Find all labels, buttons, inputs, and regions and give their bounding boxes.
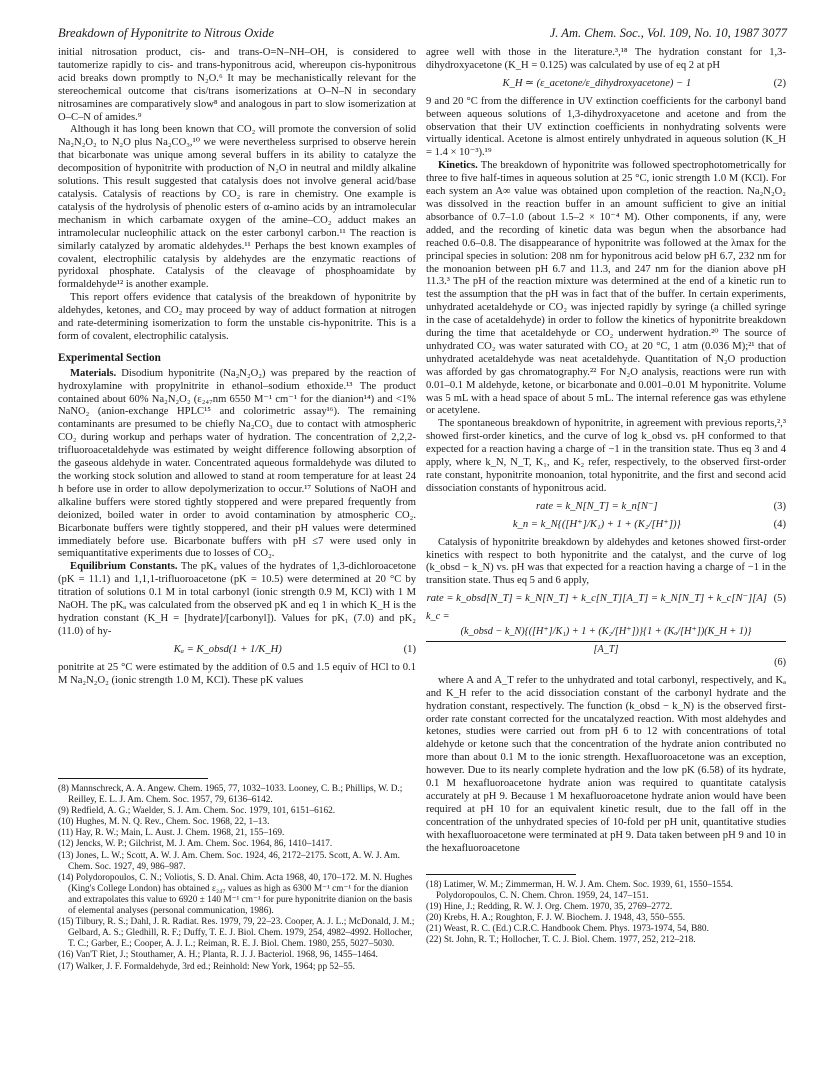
footnote: (15) Tilbury, R. S.; Dahl, J. R. Radiat. Res. 1979, 79, 22–23. Cooper, A. J. L.; McDonald, J. M.; Gelbard, A. S.; Gledhill, R. F.; Duffy, T. E. J. Biol. Chem. 1979, 254, 4982–4992. Hollocher, T. C.; Garber, E.; Cooper, A. J. L.; Reiman, R. E. J. Biol. Chem. 1980, 255, 5027–5030. xyxy=(58,917,415,950)
footnote: (16) Van'T Riet, J.; Stouthamer, A. H.; Planta, R. J. J. Bacteriol. 1968, 96, 1455–1464. xyxy=(58,950,378,961)
equation-5 xyxy=(426,593,786,606)
footnote-rule xyxy=(58,778,208,779)
running-title: Breakdown of Hyponitrite to Nitrous Oxide xyxy=(58,26,275,40)
footnote: (21) Weast, R. C. (Ed.) C.R.C. Handbook Chem. Phys. 1973-1974, 54, B80. xyxy=(426,924,709,935)
equation-number: (6) xyxy=(774,656,786,668)
section-heading: Experimental Section xyxy=(58,351,161,364)
paragraph: 9 and 20 °C from the difference in UV extinction coefficients for the carbonyl band between aqueous solutions of 1,3-dihydroxyacetone and acetone and from the observation that their UV extinction coefficients in nonhydrating solvents were virtually identical. Acetone is almost entirely unhydrated in aqueous solution (K_H = 1.4 × 10⁻³).¹⁹ xyxy=(426,95,786,159)
equation-1 xyxy=(58,644,416,657)
equation-number: (1) xyxy=(403,643,416,655)
equation-number: (2) xyxy=(773,77,786,89)
paragraph: Catalysis of hyponitrite breakdown by aldehydes and ketones showed first-order kinetics with respect to both hyponitrite and the catalyst, and the curve of log (k_obsd − k_N) vs. pH was that expected for a reaction having a charge of −1 in the transition state. Thus eq 5 and 6 apply, xyxy=(426,536,786,587)
footnote: (17) Walker, J. F. Formaldehyde, 3rd ed.; Reinhold: New York, 1964; pp 52–55. xyxy=(58,961,355,972)
equation-denominator: [A_T] xyxy=(593,643,619,655)
footnotes-right xyxy=(426,880,786,947)
paragraph: ponitrite at 25 °C were estimated by the addition of 0.5 and 1.5 equiv of HCl to 0.1 M Na₂N₂O₂ (ionic strength 1.0 M, KCl). These pK values xyxy=(58,661,416,686)
paragraph-text: The breakdown of hyponitrite was followed spectrophotometrically for three to five half-times in aqueous solution at 25 °C, ionic strength 1.0 M (KCl). For each system an A∞ value was obtained upon completion of the reaction. Na₂N₂O₂ was dissolved in the reaction buffer in an amount sufficient to give an initial absorbance of 0.7–1.0 (about 1.5–2 × 10⁻⁴ M). Other components, if any, were added, and the recording of kinetic data was begun when the absorbance had reached 0.6–0.8. The disappearance of hyponitrite was followed at the λmax for the principal species in solution: 208 nm for hyponitrous acid below pH 6.7, 232 nm for the monoanion between pH 6.7 and 11.3, and 247 nm for the dianion above pH 11.3.³ The pH of the reaction mixture was determined at the end of a kinetic run to test the assumption that the pH was in fact that of the buffer. In certain experiments, unhydrated acetaldehyde or CO₂ was injected rapidly by syringe (a chilled syringe in the case of acetaldehyde) in order to follow the kinetics of hyponitrite breakdown during the time that acetaldehyde or CO₂ underwent hydration.²⁰ The source of unhydrated CO₂ was water saturated with CO₂ at 20 °C, 1 atm (0.036 M);²¹ that of unhydrated acetaldehyde was neat acetaldehyde. Quantitation of N₂O production was afforded by gas chromatography.²² For N₂O analysis, reactions were run with 0.01–0.1 M aldehyde, ketone, or bicarbonate and 0.001–0.01 M hyponitrite. Volume was 5 mL with a head space of about 5 mL. The internal reference gas was ethylene or acetylene. xyxy=(426,160,786,417)
footnote: (22) St. John, R. T.; Hollocher, T. C. J. Biol. Chem. 1977, 252, 212–218. xyxy=(426,935,696,946)
equation-2 xyxy=(426,78,786,91)
equation-body: k_n = k_N{([H⁺]/K₁) + 1 + (K₂/[H⁺])} xyxy=(512,518,681,530)
run-in-heading: Equilibrium Constants. xyxy=(70,561,178,573)
equation-body: rate = k_obsd[N_T] = k_N[N_T] + k_c[N_T][A_T] = k_N[N_T] + k_c[N⁻][A] xyxy=(426,593,767,605)
equation-body: rate = k_N[N_T] = k_n[N⁻] xyxy=(535,500,658,512)
footnote: (13) Jones, L. W.; Scott, A. W. J. Am. Chem. Soc. 1924, 46, 2172–2175. Scott, A. W. J. Am. Chem. Soc. 1927, 49, 986–987. xyxy=(58,850,400,872)
journal-citation: J. Am. Chem. Soc., Vol. 109, No. 10, 1987 3077 xyxy=(549,26,787,40)
paragraph-text: Disodium hyponitrite (Na₂N₂O₂) was prepared by the reaction of hydroxylamine with propylnitrite in ethanol–sodium ethoxide.¹³ The product contained about 60% Na₂N₂O₂ (ε₂₄₇nm 6550 M⁻¹ cm⁻¹ for the dianion¹⁴) and <1% NaNO₂ (anion-exchange HPLC¹⁵ and colorimetric assay¹⁶). The remaining contaminants are presumed to be chiefly Na₂CO₃ due to contact with atmospheric CO₂ during workup and perhaps water of hydration. The concentration of 2,2,2-trifluoroacetaldehyde was estimated by weight difference following absorption of the gaseous aldehyde in water. Concentrated aqueous formaldehyde was diluted to the working stock solution and allowed to stand at room temperature for at least 24 h before use in order to allow depolymerization to occur.¹⁷ Solutions of NaOH and alkaline buffers were stored tightly stoppered and were prepared frequently from deionized, boiled water in order to avoid contamination by atmospheric CO₂. Bicarbonate buffers were tightly stoppered, and their pH values were determined immediately before use. Bicarbonate buffers with pH ≤7 were used only in semiquantitative experiments due to losses of CO₂. xyxy=(58,367,416,560)
equation-number: (5) xyxy=(773,593,786,605)
footnote: (18) Latimer, W. M.; Zimmerman, H. W. J. Am. Chem. Soc. 1939, 61, 1550–1554. Polydoropoulos, C. N. Chem. Chron. 1959, 24, 147–151. xyxy=(426,880,733,902)
equation-lhs: k_c = xyxy=(426,611,450,623)
left-column xyxy=(58,47,416,688)
run-in-heading: Materials. xyxy=(70,367,117,379)
footnote: (19) Hine, J.; Redding, R. W. J. Org. Chem. 1970, 35, 2769–2772. xyxy=(426,902,673,913)
paragraph-kinetics xyxy=(426,160,786,418)
paragraph-equilibrium xyxy=(58,561,416,638)
footnote-rule xyxy=(426,874,576,875)
paragraph: where A and A_T refer to the unhydrated and total carbonyl, respectively, and Kₐ and K_H refer to the acid dissociation constant of the carbonyl hydrate and the hydration constant, respectively. The function (k_obsd − k_N) is the observed first-order rate constant corrected for the uncatalyzed reaction. With most aldehydes and ketones, studies were carried out from pH 6 to 12 with concentrations of total aldehyde or ketone such that the concentration of the hydrate anion contributed no more than about 0.1 M to the ionic strength. Hexafluoroacetone was an exception, however. Due to its nearly complete hydration and the low pK (6.58) of its hydrate, 0.1 M hexafluoroacetone hydrate anion was required to quantitate catalysis accurately at pH 9. Because 1 M hexafluoroacetone hydrate anion would have been required at pH 10 for an equivalent kinetic result, due to the fall off in the concentration of the unhydrated species of 10-fold per pH unit, quantitative studies with hexafluoroacetone were terminated at pH 9. Data taken between pH 9 and 10 in the hexafluoroacetone xyxy=(426,674,786,854)
right-column xyxy=(426,47,786,855)
paragraph: initial nitrosation product, cis- and trans-O=N–NH–OH, is considered to tautomerize rapidly to cis- and trans-hyponitrous acid, whereupon cis-hyponitrous acid breaks down promptly to N₂O.⁶ It may be mechanistically relevant for the stereochemical outcome that cis/trans isomerizations at O–N–N in secondary nitrosamines are comparatively slow⁸ and analogous in part to slow isomerization at O–C–N of amides.⁹ xyxy=(58,47,416,123)
equation-number: (4) xyxy=(773,518,786,530)
footnote: (20) Krebs, H. A.; Roughton, F. J. W. Biochem. J. 1948, 43, 550–555. xyxy=(426,913,686,924)
equation-number: (3) xyxy=(773,500,786,512)
footnote: (8) Mannschreck, A. A. Angew. Chem. 1965, 77, 1032–1033. Looney, C. B.; Phillips, W. D.; Reilley, E. L. J. Am. Chem. Soc. 1957, 79, 6136–6142. xyxy=(58,784,403,806)
run-in-heading: Kinetics. xyxy=(438,160,478,172)
footnote: (9) Redfield, A. G.; Waelder, S. J. Am. Chem. Soc. 1979, 101, 6151–6162. xyxy=(58,806,336,817)
equation-numerator: (k_obsd − k_N){([H⁺]/K₁) + 1 + (K₂/[H⁺])}{1 + (Kₐ/[H⁺])(K_H + 1)} xyxy=(426,626,786,642)
equation-6 xyxy=(426,611,786,670)
footnote: (12) Jencks, W. P.; Gilchrist, M. J. Am. Chem. Soc. 1964, 86, 1410–1417. xyxy=(58,839,333,850)
paragraph: agree well with those in the literature.³,¹⁸ The hydration constant for 1,3-dihydroxyacetone (K_H = 0.125) was calculated by use of eq 2 at pH xyxy=(426,47,786,71)
footnote: (10) Hughes, M. N. Q. Rev., Chem. Soc. 1968, 22, 1–13. xyxy=(58,817,270,828)
paragraph: This report offers evidence that catalysis of the breakdown of hyponitrite by aldehydes, ketones, and CO₂ may proceed by way of adduct formation at nitrogen and rate-determining isomerization to form the unstable cis-hyponitrite. This is a form of covalent, electrophilic catalysis. xyxy=(58,292,416,342)
footnotes-left xyxy=(58,784,416,973)
equation-body: K_H ≃ (ε_acetone/ε_dihydroxyacetone) − 1 xyxy=(502,77,692,89)
equation-3 xyxy=(426,501,786,514)
paragraph: Although it has long been known that CO₂ will promote the conversion of solid Na₂N₂O₂ to N₂O plus Na₂CO₃,¹⁰ we were nevertheless surprised to observe herein that bicarbonate was unique among several buffers in its ability to catalyze the decomposition of hyponitrite with production of N₂O in neutral and mildly alkaline solutions. This result suggested that catalysis does not involve general acid/base catalysis. Catalysis of reactions by CO₂ is rare in chemistry. One example is catalysis of the hydrolysis of phenolic esters of α-amino acids by an intramolecular mechanism in which carbamate oxygen of the amine–CO₂ adduct makes an intramolecular nucleophilic attack on the ester carbonyl carbon.¹¹ The reaction is similarly catalyzed by aromatic aldehydes.¹¹ Perhaps the best known examples of covalent, electrophilic catalysis by aldehydes are the enzymatic reactions of pyridoxal phosphate. Catalysis of the cleavage of phosphoamidate by formaldehyde¹² is another example. xyxy=(58,124,416,291)
paragraph: The spontaneous breakdown of hyponitrite, in agreement with previous reports,²,³ showed first-order kinetics, and the curve of log k_obsd vs. pH conformed to that expected for a reaction having a charge of −1 in the transition state. Thus eq 3 and 4 apply, where k_N, N_T, K₁, and K₂ refer, respectively, to the observed first-order rate constant, hyponitrite monoanion, total hyponitrite, and the first and second acid dissociation constants of hyponitrous acid. xyxy=(426,418,786,494)
equation-body: Kₐ = K_obsd(1 + 1/K_H) xyxy=(173,643,282,655)
equation-4 xyxy=(426,519,786,532)
paragraph-materials xyxy=(58,368,416,562)
footnote: (14) Polydoropoulos, C. N.; Voliotis, S. D. Anal. Chim. Acta 1968, 40, 170–172. M. N. Hughes (King's College London) has obtained ε₂₄₇ values as high as 6300 M⁻¹ cm⁻¹ for the dianion and extrapolates this value to 6920 ± 140 M⁻¹ cm⁻¹ for pure hyponitrite dianion on the basis of elemental analyses (personal communication, 1986). xyxy=(58,872,413,917)
footnote: (11) Hay, R. W.; Main, L. Aust. J. Chem. 1968, 21, 155–169. xyxy=(58,828,285,839)
paragraph-text: The pKₐ values of the hydrates of 1,3-dichloroacetone (pK = 11.1) and 1,1,1-trifluoroacetone (pK = 10.5) were determined at 20 °C by titration of solutions 0.1 M in total carbonyl (ionic strength 0.9 M, KCl) with 1 M NaOH. The pKₐ was calculated from the observed pK and eq 1 in which K_H is the hydration constant (K_H = [hydrate]/[carbonyl]). Values for pK₁ (7.0) and pK₂ (11.0) of hy- xyxy=(58,561,416,637)
